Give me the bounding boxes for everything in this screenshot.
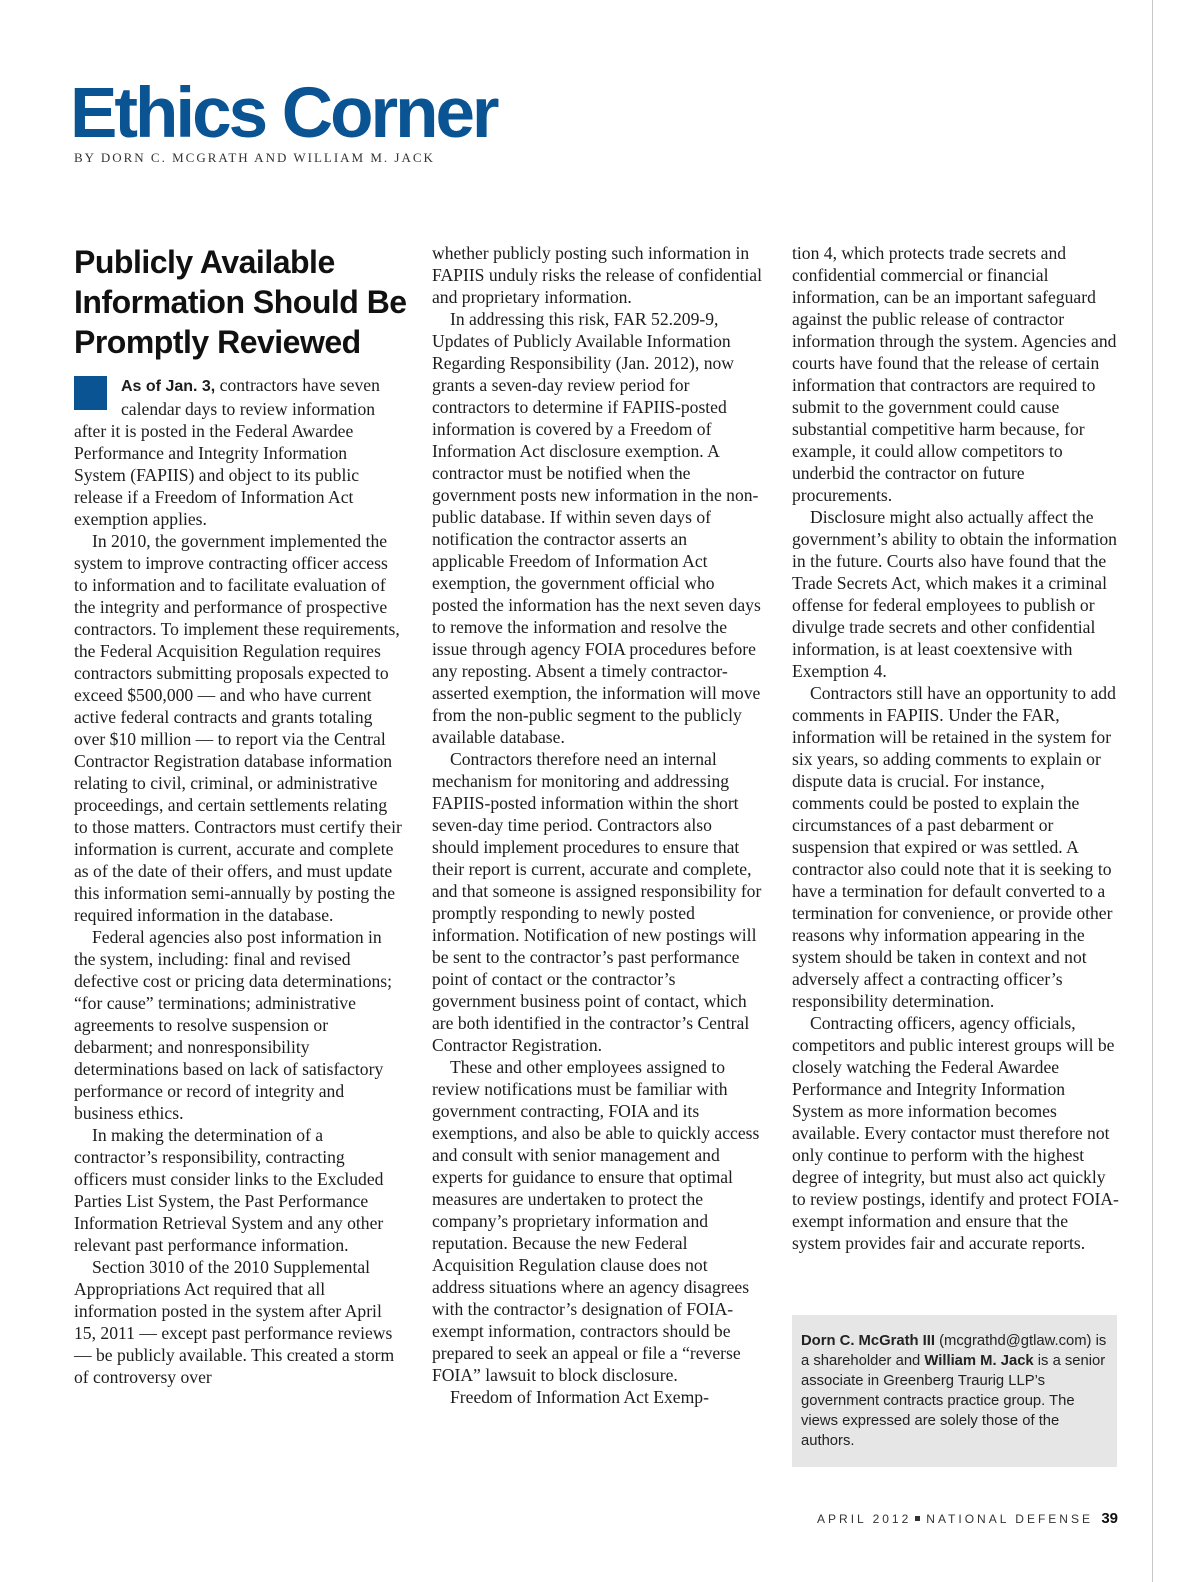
author-name-1: Dorn C. McGrath III <box>801 1333 936 1349</box>
issue-date: APRIL 2012 <box>817 1512 912 1526</box>
article-column-2 <box>432 242 762 1408</box>
article-paragraph: Federal agencies also post information in the system, including: final and revised defective cost or pricing data determinations; “for cause” terminations; administrative agreements to resolve suspension or debarment; and nonresponsibility determinations based on lack of satisfactory performance or record of integrity and business ethics. <box>74 927 393 1123</box>
article-paragraph <box>74 374 402 530</box>
article-paragraph: In 2010, the government implemented the system to improve contracting officer access to information and to facilitate evaluation of the integrity and performance of prospective contractors. To implement these requirements, the Federal Acquisition Regulation requires contractors submitting proposals expected to exceed $500,000 — and who have current active federal contracts and grants totaling over $10 million — to report via the Central Contractor Registration database information relating to civil, criminal, or administrative proceedings, and certain settlements relating to those matters. Contractors must certify their information is current, accurate and complete as of the date of their offers, and must update this information semi-annually by posting the required information in the database. <box>74 531 402 925</box>
article-paragraph: whether publicly posting such information in FAPIIS unduly risks the release of confidential and proprietary information. <box>432 243 762 307</box>
article-paragraph: In making the determination of a contractor’s responsibility, contracting officers must consider links to the Excluded Parties List System, the Past Performance Information Retrieval System and any other relevant past performance information. <box>74 1125 384 1255</box>
article-paragraph: Contractors therefore need an internal mechanism for monitoring and addressing FAPIIS-posted information within the short seven-day time period. Contractors also should implement procedures to ensure that their report is current, accurate and complete, and that someone is assigned responsibility for promptly responding to newly posted information. Notification of new postings will be sent to the contractor’s past performance point of contact or the contractor’s government business point of contact, which are both identified in the contractor’s Central Contractor Registration. <box>432 749 762 1055</box>
author-bio-box <box>792 1315 1117 1467</box>
paragraph-text: contractors have seven calendar days to review information after it is posted in the Federal Awardee Performance and Integrity Information System (FAPIIS) and object to its public release if a Freedom of Information Act exemption applies. <box>74 375 380 529</box>
drop-square-icon <box>74 376 107 410</box>
article-column-3 <box>792 242 1120 1254</box>
article-paragraph: tion 4, which protects trade secrets and confidential commercial or financial information, can be an important safeguard against the public release of contractor information through the system. Agencies and courts have found that the release of certain information that contractors are required to submit to the government could cause substantial competitive harm because, for example, it could allow competitors to underbid the contractor on future procurements. <box>792 243 1117 505</box>
article-paragraph: Contractors still have an opportunity to add comments in FAPIIS. Under the FAR, information will be retained in the system for six years, so adding comments to explain or dispute data is crucial. For instance, comments could be posted to explain the circumstances of a past debarment or suspension that expired or was settled. A contractor also could note that it is seeking to have a termination for default converted to a termination for convenience, or provide other reasons why information appearing in the system should be taken in context and not adversely affect a contracting officer’s responsibility determination. <box>792 683 1116 1011</box>
page-footer <box>817 1510 1118 1527</box>
article-paragraph: Disclosure might also actually affect the government’s ability to obtain the information in the future. Courts also have found that the Trade Secrets Act, which makes it a criminal offense for federal employees to publish or divulge trade secrets and other confidential information, is at least coextensive with Exemption 4. <box>792 507 1117 681</box>
article-paragraph: These and other employees assigned to review notifications must be familiar with government contracting, FOIA and its exemptions, and also be able to quickly access and consult with senior management and experts for guidance to ensure that optimal measures are undertaken to protect the company’s proprietary information and reputation. Because the new Federal Acquisition Regulation clause does not address situations where an agency disagrees with the contractor’s designation of FOIA-exempt information, contractors should be prepared to seek an appeal or file a “reverse FOIA” lawsuit to block disclosure. <box>432 1057 760 1385</box>
article-column-1 <box>74 374 402 1388</box>
article-paragraph: Contracting officers, agency officials, competitors and public interest groups will be closely watching the Federal Awardee Performance and Integrity Information System as more information becomes available. Every contactor must therefore not only continue to perform with the highest degree of integrity, but must also act quickly to review postings, identify and protect FOIA-exempt information and ensure that the system provides fair and accurate reports. <box>792 1013 1119 1253</box>
square-bullet-icon <box>915 1516 920 1521</box>
article-headline: Publicly Available Information Should Be Promptly Reviewed <box>74 244 407 360</box>
article-paragraph: Section 3010 of the 2010 Supplemental Appropriations Act required that all information posted in the system after April 15, 2011 — except past performance reviews — be publicly available. This created a storm of controversy over <box>74 1257 395 1387</box>
author-name-2: William M. Jack <box>924 1353 1034 1369</box>
bio-text: (mcgrathd@gtlaw.com) is a shareholder and <box>801 1333 1107 1369</box>
page-number: 39 <box>1101 1510 1118 1527</box>
article-paragraph: Freedom of Information Act Exemp- <box>450 1387 709 1407</box>
lead-in: As of Jan. 3, <box>121 378 216 395</box>
article-paragraph: In addressing this risk, FAR 52.209-9, Updates of Publicly Available Information Regarding Responsibility (Jan. 2012), now grants a seven-day review period for contractors to determine if FAPIIS-posted information is covered by a Freedom of Information Act disclosure exemption. A contractor must be notified when the government posts new information in the non-public database. If within seven days of notification the contractor asserts an applicable Freedom of Information Act exemption, the government official who posted the information has the next seven days to remove the information and resolve the issue through agency FOIA procedures before any reposting. Absent a timely contractor-asserted exemption, the information will move from the non-public segment to the publicly available database. <box>432 309 761 747</box>
publication-name: NATIONAL DEFENSE <box>926 1512 1093 1526</box>
bio-text: is a senior associate in Greenberg Traurig LLP’s government contracts practice group. The views expressed are solely those of the authors. <box>801 1353 1106 1449</box>
page-edge-rule <box>1152 0 1153 1582</box>
byline: BY DORN C. MCGRATH AND WILLIAM M. JACK <box>74 150 435 165</box>
section-title: Ethics Corner <box>70 74 497 153</box>
